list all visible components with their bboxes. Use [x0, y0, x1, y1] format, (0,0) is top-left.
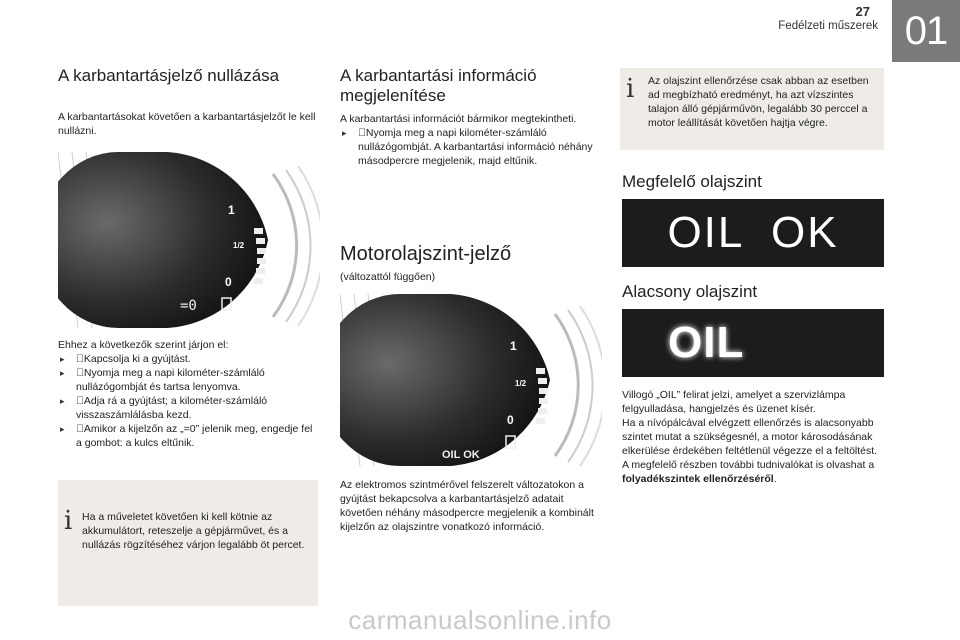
info-step-item: ▸ Nyomja meg a napi kilométer-számláló nullázógombját. A karbantartási információ néhány másodpercre megjelenik, majd eltűnik.	[342, 127, 593, 167]
gauge-mark-half: 1/2	[233, 241, 245, 250]
maintenance-gauge-figure	[58, 152, 320, 328]
info-title: A karbantartási információ megjelenítése	[340, 66, 537, 105]
arrow-bullet-icon: ▸	[342, 128, 347, 138]
info-text	[340, 112, 602, 168]
oil-gauge-figure	[340, 294, 602, 466]
fluid-levels-link[interactable]: folyadékszintek ellenőrzéséről	[622, 473, 774, 485]
oil-gauge-display: OIL OK	[442, 449, 480, 461]
oil-gauge-mark-half: 1/2	[515, 379, 527, 388]
step-item: ▸ Amikor a kijelzőn az „=0” jelenik meg, engedje fel a gombot: a kulcs eltűnik.	[60, 423, 313, 449]
oil-low-display	[622, 309, 884, 377]
gauge-display: =0	[180, 298, 197, 314]
info-intro: A karbantartási információt bármikor megtekintheti.	[340, 113, 577, 125]
oil-low-text	[622, 388, 884, 486]
chapter-tab: 01	[892, 0, 960, 62]
oil-low-text-3: A megfelelő részben további tudnivalókat is olvashat a folyadékszintek ellenőrzéséről.	[622, 459, 875, 485]
oil-ok-title: Megfelelő olajszint	[622, 172, 762, 191]
arrow-bullet-icon: ▸	[60, 368, 65, 378]
oil-ok-display-text: OIL OK	[667, 208, 839, 257]
oil-gauge-title: Motorolajszint-jelző	[340, 243, 512, 265]
section-title: Fedélzeti műszerek	[778, 20, 878, 32]
reset-note-text: Ha a műveletet követően ki kell kötnie az akkumulátort, reteszelje a gépjárművet, és a nullázás rögzítéséhez várjon legalább öt percet.	[82, 511, 305, 551]
oil-gauge-svg	[340, 294, 602, 466]
steps-intro: Ehhez a következők szerint járjon el:	[58, 339, 229, 351]
oil-check-note-text: Az olajszint ellenőrzése csak abban az esetben ad megbízható eredményt, ha azt vízszintes talajon álló gépjárművön, legalább 30 perccel a motor leállítását követően hajtja végre.	[648, 75, 869, 129]
gauge-dial	[58, 152, 268, 328]
arrow-bullet-icon: ▸	[60, 354, 65, 364]
oil-check-note-box	[620, 68, 884, 150]
info-icon: i	[626, 74, 635, 104]
reset-note-box	[58, 480, 318, 606]
oil-gauge-mark-0: 0	[507, 413, 514, 427]
oil-low-text-2: Ha a nívópálcával elvégzett ellenőrzés is alacsonyabb szintet mutat a szükségesnél, a motor károsodásának elkerülése érdekében feltétlenül végezze el a feltöltést.	[622, 417, 878, 457]
step-item: ▸ Nyomja meg a napi kilométer-számláló nullázógombját és tartsa lenyomva.	[60, 367, 265, 393]
gauge-mark-1: 1	[228, 203, 235, 217]
reset-intro: A karbantartásokat követően a karbantartásjelzőt le kell nullázni.	[58, 111, 316, 137]
arrow-bullet-icon: ▸	[60, 396, 65, 406]
step-item: ▸ Kapcsolja ki a gyújtást.	[60, 353, 191, 365]
page-number: 27	[855, 4, 870, 19]
oil-low-title: Alacsony olajszint	[622, 282, 758, 301]
gauge-mark-0: 0	[225, 275, 232, 289]
oil-low-text-1: Villogó „OIL” felirat jelzi, amelyet a szervizlámpa felgyulladása, hangjelzés és üzenet kísér.	[622, 389, 846, 415]
maintenance-gauge-svg	[58, 152, 320, 328]
step-item: ▸ Adja rá a gyújtást; a kilométer-számláló visszaszámlálásba kezd.	[60, 395, 268, 421]
oil-gauge-text: Az elektromos szintmérővel felszerelt változatokon a gyújtást bekapcsolva a karbantartásjelző adatait követően néhány másodpercre megjelenik a kombinált kijelzőn az olajszintre vonatkozó információ.	[340, 479, 594, 533]
arrow-bullet-icon: ▸	[60, 424, 65, 434]
reset-steps	[58, 338, 320, 450]
reset-title: A karbantartásjelző nullázása	[58, 66, 280, 85]
oil-ok-display	[622, 199, 884, 267]
oil-gauge-mark-1: 1	[510, 339, 517, 353]
info-icon: i	[64, 506, 73, 536]
oil-gauge-subtitle: (változattól függően)	[340, 271, 436, 283]
oil-low-display-text: OIL	[668, 318, 745, 367]
watermark: carmanualsonline.info	[348, 605, 612, 635]
